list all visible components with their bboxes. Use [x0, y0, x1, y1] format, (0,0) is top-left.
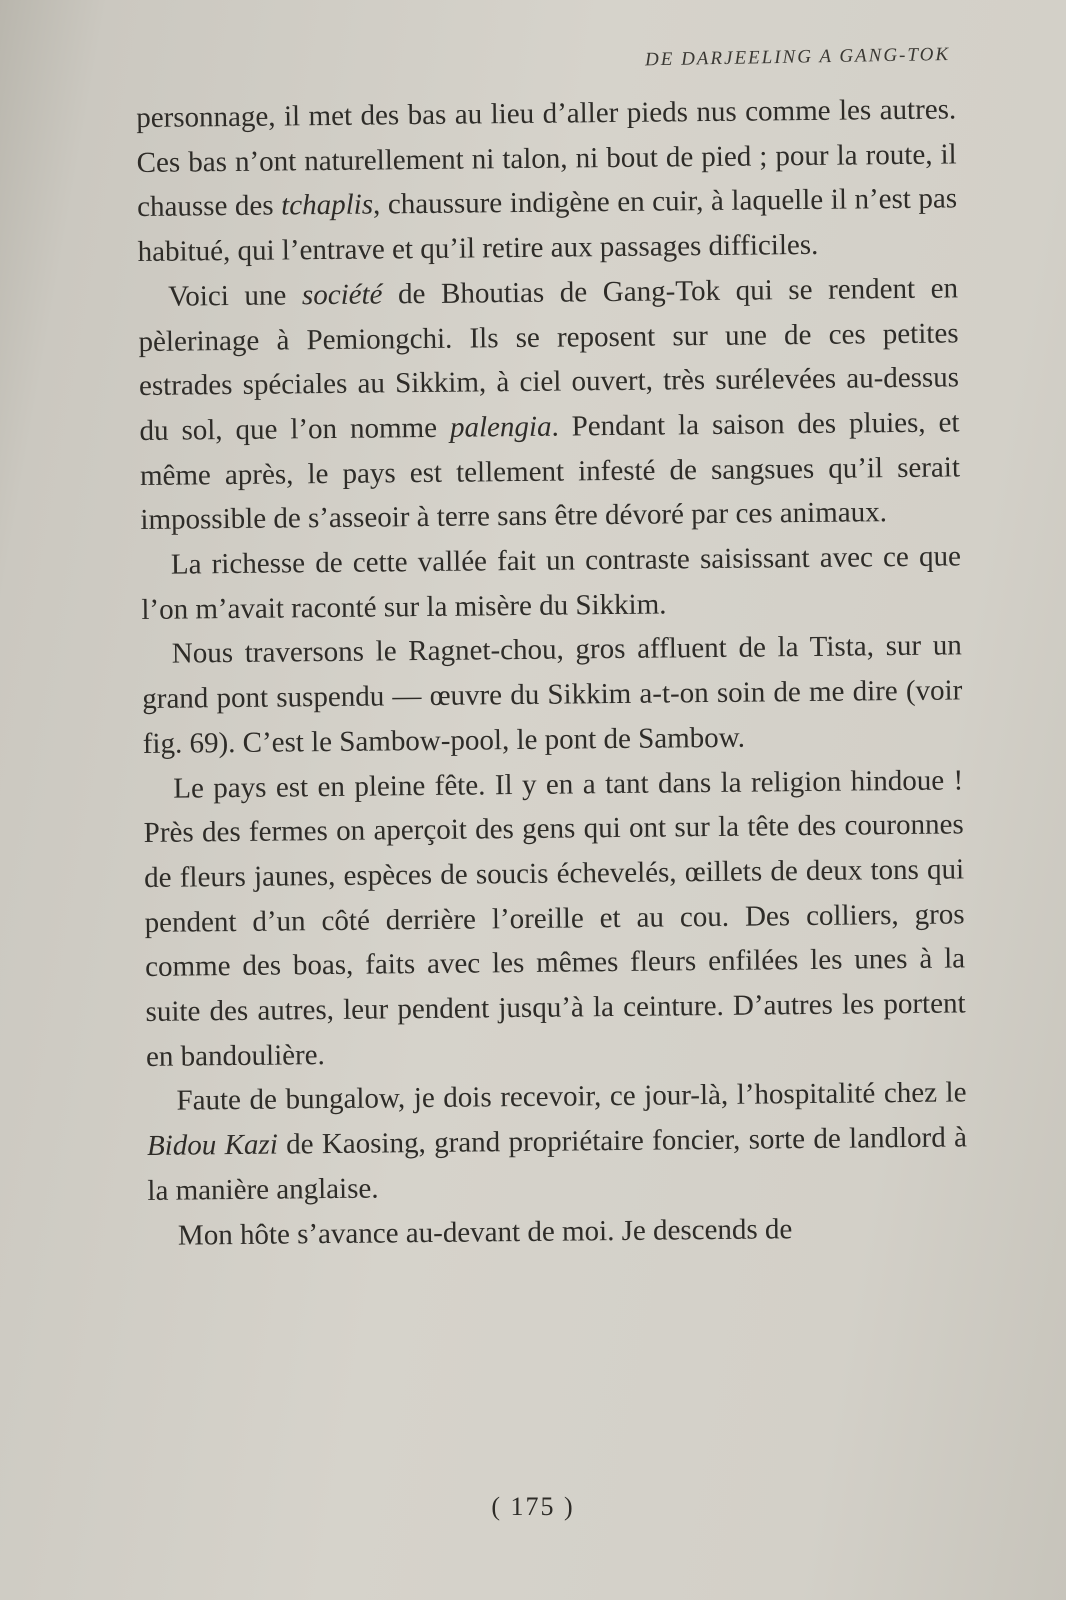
body-text [136, 87, 968, 1258]
paragraph-2-text-a: Voici une [167, 279, 303, 313]
paragraph-6-text-b: de Kaosing, grand propriétaire foncier, sorte de landlord à la manière anglaise. [147, 1121, 968, 1207]
paragraph-3 [141, 534, 962, 632]
paragraph-7-text: Mon hôte s’avance au-devant de moi. Je descends de [177, 1212, 793, 1252]
paragraph-4 [142, 624, 963, 767]
paragraph-6-text-a: Faute de bungalow, je dois recevoir, ce jour-là, l’hospitalité chez le [176, 1076, 967, 1118]
paragraph-3-text: La richesse de cette vallée fait un contraste saisissant avec ce que l’on m’avait raconté sur la misère du Sikkim. [141, 540, 962, 626]
running-header: DE DARJEELING A GANG-TOK [644, 44, 951, 71]
paragraph-2-italic-term: société [301, 278, 383, 312]
paragraph-1 [136, 87, 958, 274]
paragraph-5 [143, 758, 966, 1079]
paragraph-2-italic-term-2: palengia [449, 410, 552, 444]
paragraph-1-text-b: , chaussure indigène en cuir, à laquelle il n’est pas habitué, qui l’entrave et qu’il retire aux passages difficiles. [137, 182, 958, 269]
paragraph-1-text-a: personnage, il met des bas au lieu d’aller pieds nus comme les autres. Ces bas n’ont naturellement ni talon, ni bout de pied ; pour la route, il chausse des [136, 93, 957, 224]
page-number: ( 175 ) [491, 1492, 575, 1521]
paragraph-2 [138, 266, 961, 543]
paragraph-5-text: Le pays est en pleine fête. Il y en a tant dans la religion hindoue ! Près des fermes on aperçoit des gens qui ont sur la tête des couronnes de fleurs jaunes, espèces de soucis échevelés, œillets de deux tons qui pendent d’un côté derrière l’oreille et au cou. Des colliers, gros comme des boas, faits avec les mêmes fleurs enfilées les unes à la suite des autres, leur pendent jusqu’à la ceinture. D’autres les portent en bandoulière. [143, 763, 966, 1073]
paragraph-7 [148, 1205, 968, 1258]
paragraph-6-italic-term: Bidou Kazi [146, 1128, 278, 1163]
paragraph-6 [146, 1071, 967, 1214]
paragraph-1-italic-term: tchaplis [281, 188, 374, 222]
paragraph-4-text: Nous traversons le Ragnet-chou, gros affluent de la Tista, sur un grand pont suspendu — œuvre du Sikkim a-t-on soin de me dire (voir fig. 69). C’est le Sambow-pool, le pont de Sambow. [142, 629, 963, 760]
paragraph-2-text-b: de Bhoutias de Gang-Tok qui se rendent en pèlerinage à Pemiongchi. Ils se reposent sur une de ces petites estrades spéciales au Sikkim, à ciel ouvert, très surélevées au-dessus du sol, que l’on nomme [138, 272, 960, 447]
paragraph-2-text-c: . Pendant la saison des pluies, et même après, le pays est tellement infesté de sangsues qu’il serait impossible de s’asseoir à terre sans être dévoré par ces animaux. [139, 406, 961, 537]
